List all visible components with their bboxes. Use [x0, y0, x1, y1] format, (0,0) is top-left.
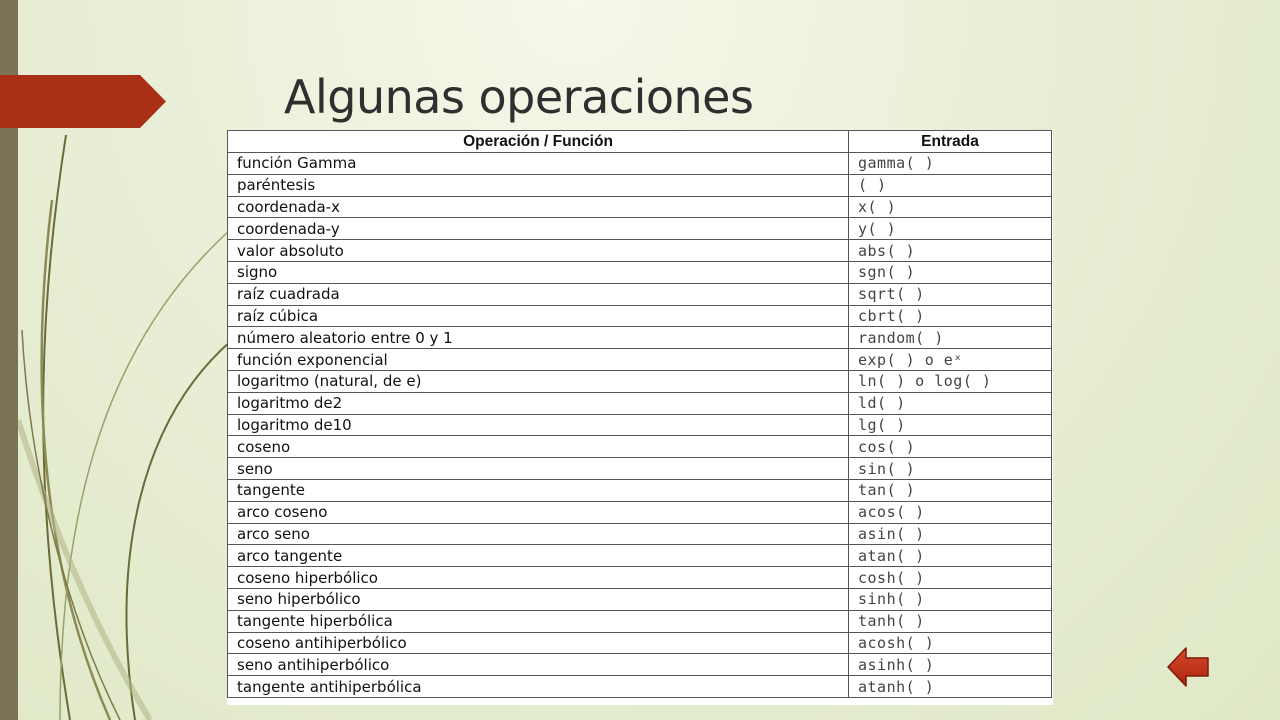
input-cell: sgn( ) [849, 261, 1052, 283]
table-row [228, 610, 1052, 632]
operation-cell: logaritmo de10 [228, 414, 849, 436]
operation-cell: logaritmo (natural, de e) [228, 370, 849, 392]
operation-cell: coseno [228, 436, 849, 458]
input-cell: asin( ) [849, 523, 1052, 545]
table-row [228, 261, 1052, 283]
operation-cell: coordenada-y [228, 218, 849, 240]
input-cell: ld( ) [849, 392, 1052, 414]
operation-cell: valor absoluto [228, 240, 849, 262]
input-cell: sin( ) [849, 458, 1052, 480]
table-row [228, 196, 1052, 218]
input-cell: tanh( ) [849, 610, 1052, 632]
operation-cell: coseno antihiperbólico [228, 632, 849, 654]
input-cell: atanh( ) [849, 676, 1052, 698]
table-row [228, 305, 1052, 327]
input-cell: sqrt( ) [849, 283, 1052, 305]
operation-cell: raíz cuadrada [228, 283, 849, 305]
header-operation: Operación / Función [228, 131, 849, 153]
table-row [228, 392, 1052, 414]
input-cell: asinh( ) [849, 654, 1052, 676]
page-title: Algunas operaciones [284, 70, 754, 124]
table-row [228, 327, 1052, 349]
operation-cell: arco tangente [228, 545, 849, 567]
table-row [228, 436, 1052, 458]
input-cell: y( ) [849, 218, 1052, 240]
table-row [228, 567, 1052, 589]
table-row [228, 174, 1052, 196]
operations-table-container [227, 130, 1053, 705]
table-row [228, 218, 1052, 240]
operation-cell: arco coseno [228, 501, 849, 523]
operation-cell: tangente hiperbólica [228, 610, 849, 632]
input-cell: sinh( ) [849, 588, 1052, 610]
input-cell: exp( ) o eˣ [849, 349, 1052, 371]
input-cell: cosh( ) [849, 567, 1052, 589]
arrow-left-icon [1166, 645, 1210, 689]
table-row [228, 153, 1052, 175]
operation-cell: paréntesis [228, 174, 849, 196]
header-input: Entrada [849, 131, 1052, 153]
operation-cell: logaritmo de2 [228, 392, 849, 414]
input-cell: random( ) [849, 327, 1052, 349]
input-cell: ( ) [849, 174, 1052, 196]
input-cell: cos( ) [849, 436, 1052, 458]
table-row [228, 479, 1052, 501]
input-cell: gamma( ) [849, 153, 1052, 175]
operation-cell: arco seno [228, 523, 849, 545]
operation-cell: signo [228, 261, 849, 283]
table-row [228, 632, 1052, 654]
operation-cell: raíz cúbica [228, 305, 849, 327]
operation-cell: función Gamma [228, 153, 849, 175]
table-row [228, 283, 1052, 305]
title-arrow-banner [0, 75, 166, 128]
input-cell: cbrt( ) [849, 305, 1052, 327]
input-cell: lg( ) [849, 414, 1052, 436]
operation-cell: coseno hiperbólico [228, 567, 849, 589]
table-row [228, 370, 1052, 392]
table-row [228, 349, 1052, 371]
input-cell: abs( ) [849, 240, 1052, 262]
table-row [228, 676, 1052, 698]
operations-table [227, 130, 1052, 698]
input-cell: atan( ) [849, 545, 1052, 567]
table-row [228, 588, 1052, 610]
table-header-row [228, 131, 1052, 153]
table-row [228, 501, 1052, 523]
input-cell: tan( ) [849, 479, 1052, 501]
table-row [228, 240, 1052, 262]
table-row [228, 414, 1052, 436]
input-cell: x( ) [849, 196, 1052, 218]
operation-cell: seno antihiperbólico [228, 654, 849, 676]
operation-cell: tangente [228, 479, 849, 501]
operation-cell: tangente antihiperbólica [228, 676, 849, 698]
table-row [228, 654, 1052, 676]
table-row [228, 523, 1052, 545]
input-cell: acos( ) [849, 501, 1052, 523]
operation-cell: seno hiperbólico [228, 588, 849, 610]
back-button[interactable] [1166, 645, 1210, 689]
input-cell: ln( ) o log( ) [849, 370, 1052, 392]
operation-cell: número aleatorio entre 0 y 1 [228, 327, 849, 349]
operation-cell: función exponencial [228, 349, 849, 371]
input-cell: acosh( ) [849, 632, 1052, 654]
table-row [228, 458, 1052, 480]
table-row [228, 545, 1052, 567]
operation-cell: seno [228, 458, 849, 480]
operation-cell: coordenada-x [228, 196, 849, 218]
